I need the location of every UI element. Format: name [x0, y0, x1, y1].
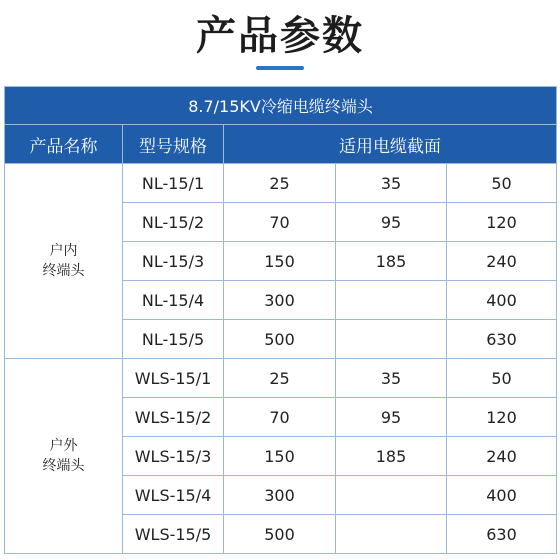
- section-cell: 150: [224, 242, 336, 281]
- section-cell: [336, 320, 447, 359]
- section-cell: 95: [336, 203, 447, 242]
- table-row: [5, 164, 557, 203]
- section-cell: 185: [336, 242, 447, 281]
- section-cell: 240: [447, 437, 557, 476]
- model-cell: NL-15/5: [123, 320, 224, 359]
- group-name-line2: 终端头: [42, 263, 85, 279]
- group-name-cell: [5, 359, 123, 554]
- section-cell: 500: [224, 320, 336, 359]
- model-cell: NL-15/2: [123, 203, 224, 242]
- model-cell: WLS-15/3: [123, 437, 224, 476]
- section-cell: 50: [447, 164, 557, 203]
- section-cell: 35: [336, 359, 447, 398]
- section-cell: 300: [224, 476, 336, 515]
- table-header-row: [5, 125, 557, 164]
- section-cell: 70: [224, 203, 336, 242]
- section-cell: 120: [447, 398, 557, 437]
- header-product-name: 产品名称: [5, 125, 123, 164]
- model-cell: WLS-15/1: [123, 359, 224, 398]
- header-model: 型号规格: [123, 125, 224, 164]
- group-name-line1: 户外: [49, 438, 78, 454]
- section-cell: 500: [224, 515, 336, 554]
- section-cell: 400: [447, 281, 557, 320]
- section-cell: 95: [336, 398, 447, 437]
- section-cell: [336, 515, 447, 554]
- section-cell: [336, 476, 447, 515]
- table-row: [5, 359, 557, 398]
- section-cell: 35: [336, 164, 447, 203]
- model-cell: NL-15/1: [123, 164, 224, 203]
- section-cell: [336, 281, 447, 320]
- group-name-line2: 终端头: [42, 458, 85, 474]
- section-cell: 25: [224, 164, 336, 203]
- model-cell: WLS-15/4: [123, 476, 224, 515]
- page-title: 产品参数: [196, 13, 364, 59]
- model-cell: WLS-15/2: [123, 398, 224, 437]
- section-cell: 630: [447, 515, 557, 554]
- section-cell: 630: [447, 320, 557, 359]
- section-cell: 300: [224, 281, 336, 320]
- table-title: 8.7/15KV冷缩电缆终端头: [5, 87, 557, 125]
- section-cell: 25: [224, 359, 336, 398]
- title-underline: [256, 66, 304, 70]
- group-name-line1: 户内: [49, 243, 78, 259]
- section-cell: 400: [447, 476, 557, 515]
- section-cell: 240: [447, 242, 557, 281]
- model-cell: WLS-15/5: [123, 515, 224, 554]
- section-cell: 120: [447, 203, 557, 242]
- section-cell: 150: [224, 437, 336, 476]
- section-cell: 185: [336, 437, 447, 476]
- header-cable-section: 适用电缆截面: [224, 125, 557, 164]
- model-cell: NL-15/4: [123, 281, 224, 320]
- group-name-cell: [5, 164, 123, 359]
- table-title-row: [5, 87, 557, 125]
- section-cell: 70: [224, 398, 336, 437]
- section-cell: 50: [447, 359, 557, 398]
- spec-table: [4, 86, 557, 554]
- model-cell: NL-15/3: [123, 242, 224, 281]
